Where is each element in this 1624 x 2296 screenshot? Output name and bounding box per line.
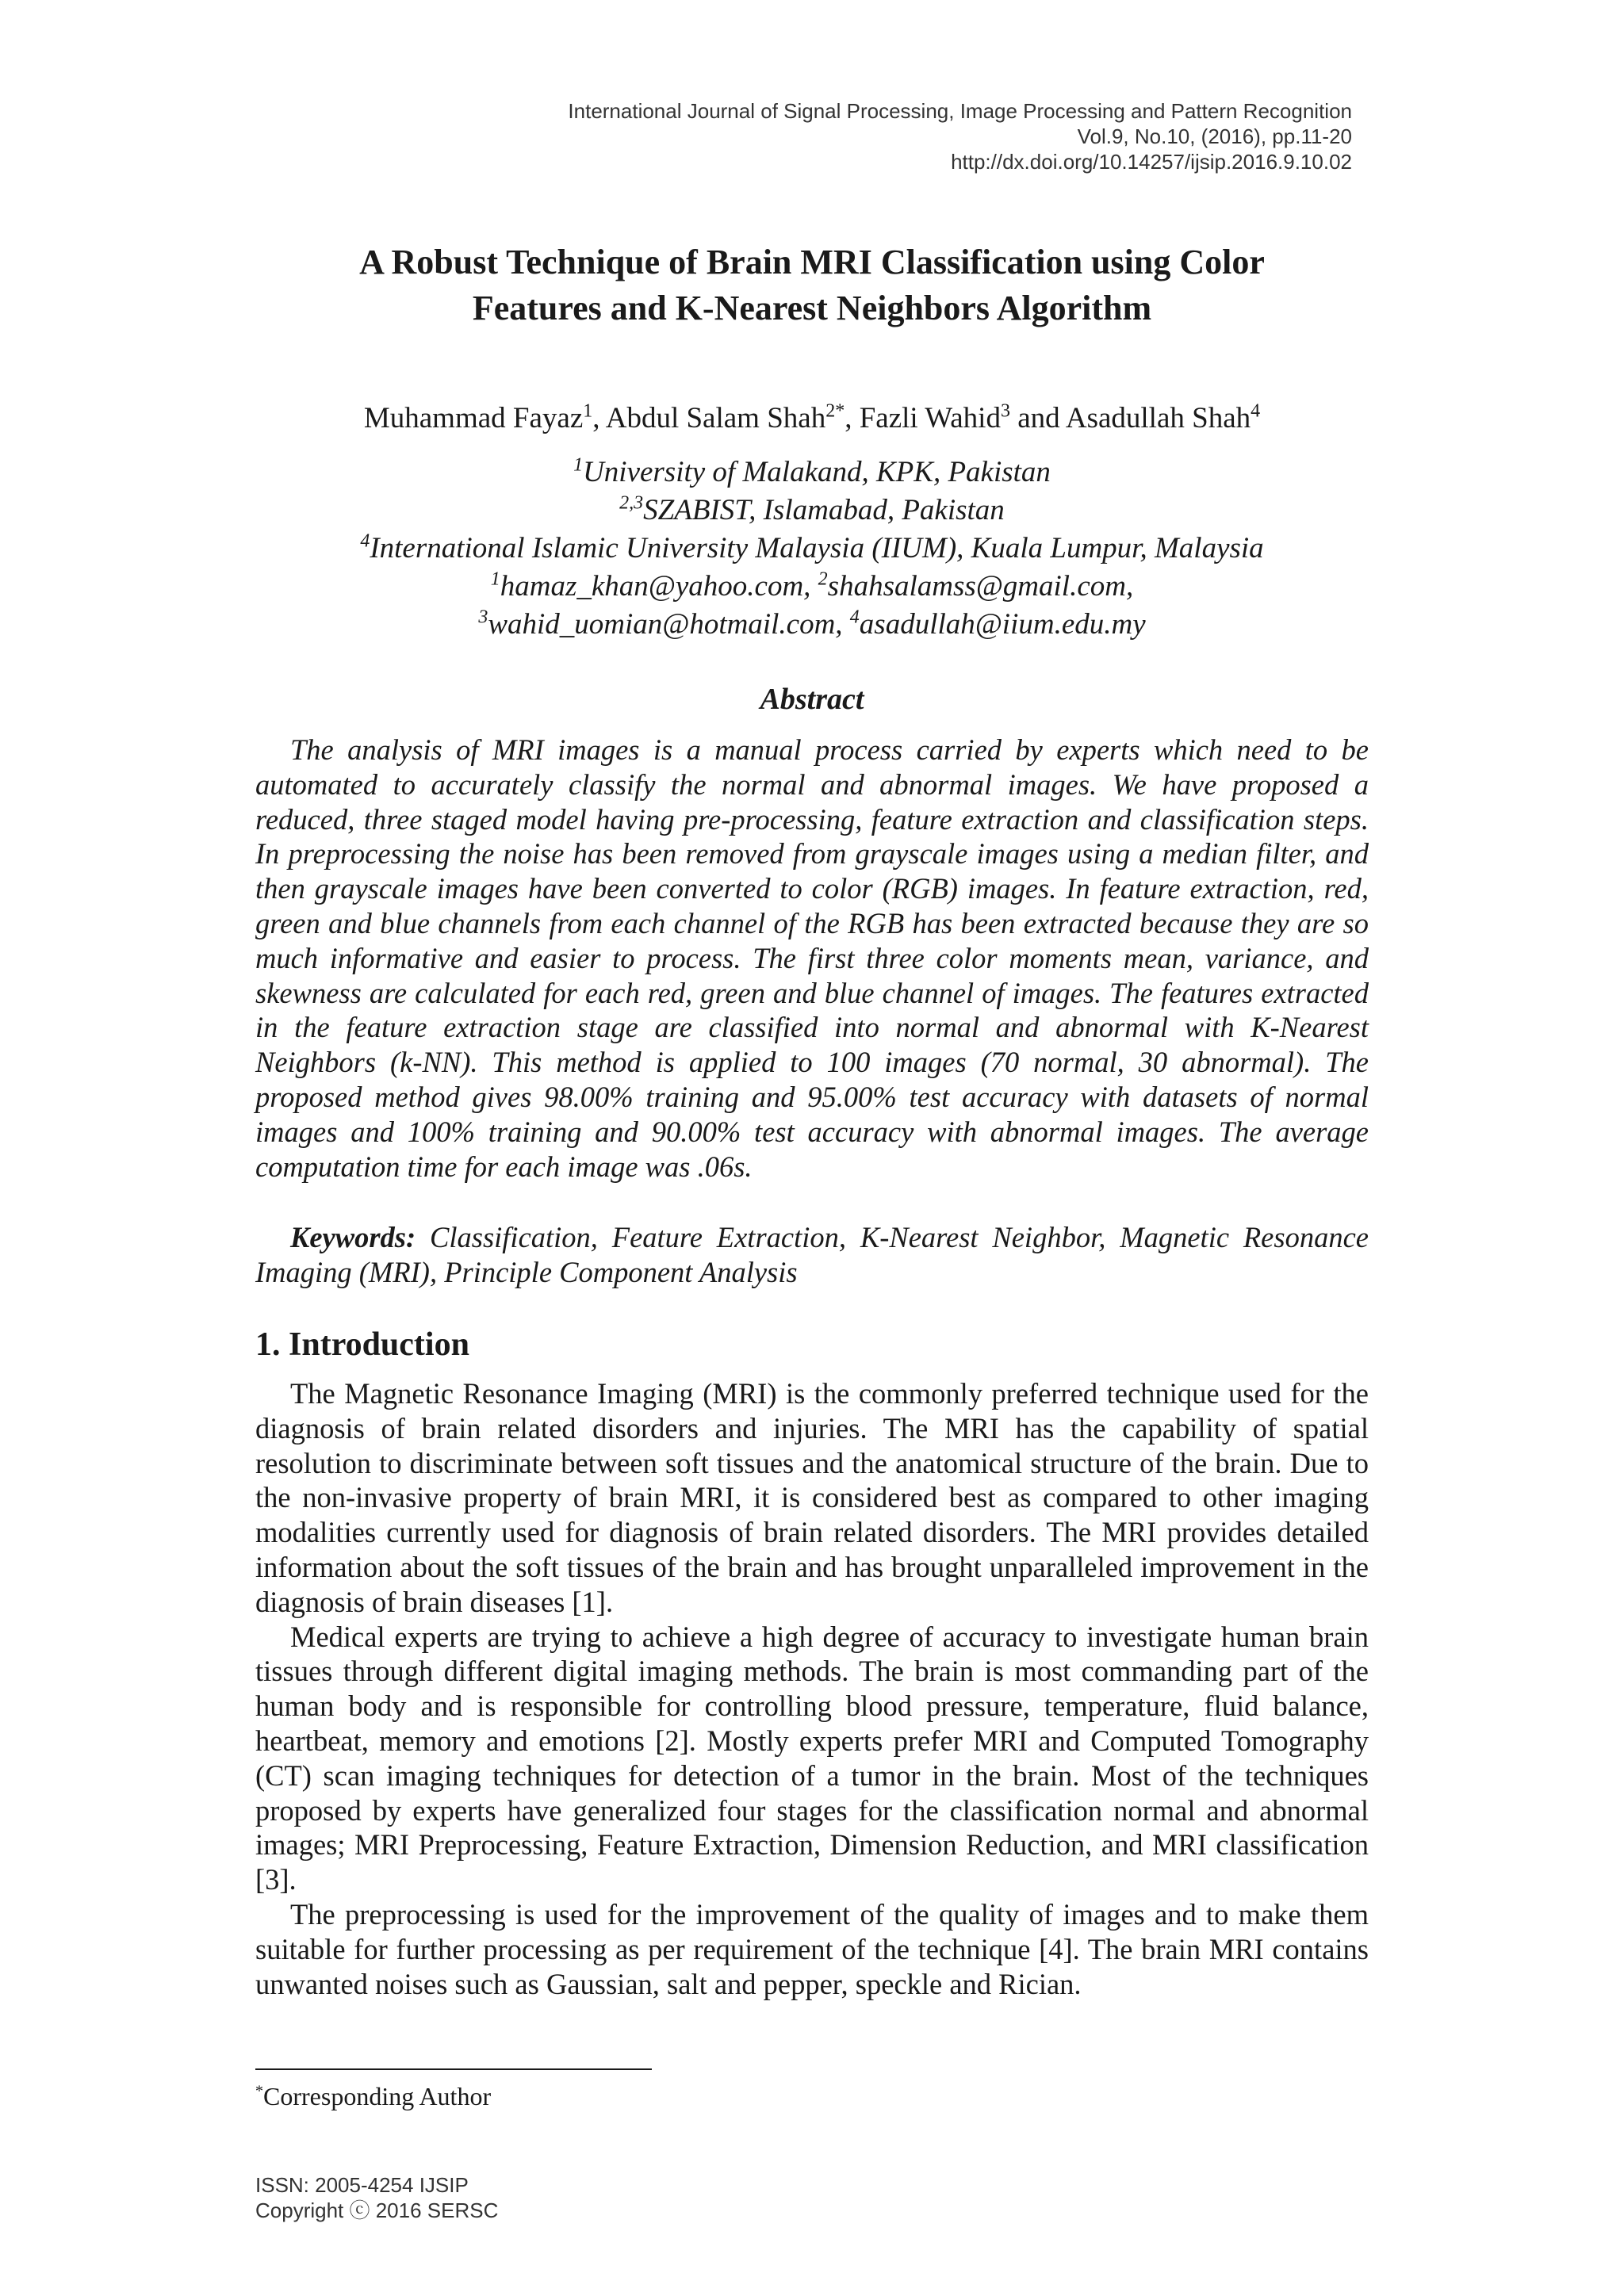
- affiliation-3: [0, 530, 1624, 568]
- section-heading-introduction: 1. Introduction: [255, 1326, 469, 1363]
- author-2-sup: 2*: [825, 400, 845, 422]
- author-1: Muhammad Fayaz: [363, 402, 584, 434]
- email-3-sup: 3: [478, 607, 488, 628]
- author-3-sup: 3: [1000, 400, 1010, 422]
- introduction-body: [255, 1376, 1369, 2001]
- volume-info: Vol.9, No.10, (2016), pp.11-20: [1077, 124, 1352, 148]
- keywords: [255, 1220, 1369, 1290]
- title-line-1: A Robust Technique of Brain MRI Classification using Color: [359, 243, 1265, 281]
- author-separator: ,: [845, 402, 860, 434]
- author-separator: ,: [592, 402, 606, 434]
- affiliation-2-text: SZABIST, Islamabad, Pakistan: [643, 494, 1005, 526]
- email-line-2: [0, 606, 1624, 644]
- author-list: [0, 400, 1624, 438]
- paragraph-3: The preprocessing is used for the improvement of the quality of images and to make them suitable for further processing as per requirement of the technique [4]. The brain MRI contains unwanted noises such as Gaussian, salt and pepper, speckle and Rician.: [255, 1897, 1369, 2000]
- affiliation-3-sup: 4: [360, 530, 370, 552]
- author-3: Fazli Wahid: [859, 402, 1001, 434]
- email-2-sup: 2: [818, 568, 828, 590]
- affiliation-1: [0, 453, 1624, 492]
- affiliation-2-sup: 2,3: [619, 492, 644, 514]
- author-2: Abdul Salam Shah: [605, 402, 826, 434]
- email-4[interactable]: asadullah@iium.edu.my: [859, 608, 1146, 641]
- author-4-sup: 4: [1251, 400, 1261, 422]
- affiliation-1-sup: 1: [573, 454, 584, 476]
- affiliations: [0, 453, 1624, 644]
- author-4: Asadullah Shah: [1065, 402, 1251, 434]
- keywords-text: Classification, Feature Extraction, K-Nearest Neighbor, Magnetic Resonance Imaging (MRI), Principle Component Analysis: [255, 1221, 1369, 1288]
- running-header: [568, 98, 1352, 174]
- issn: ISSN: 2005-4254 IJSIP: [255, 2173, 469, 2197]
- email-3[interactable]: wahid_uomian@hotmail.com,: [488, 608, 850, 641]
- abstract-text: The analysis of MRI images is a manual process carried by experts which need to be automated to accurately classify the normal and abnormal images. We have proposed a reduced, three staged model having pre-processing, feature extraction and classification steps. In preprocessing the noise has been removed from grayscale images using a median filter, and then grayscale images have been converted to color (RGB) images. In feature extraction, red, green and blue channels from each channel of the RGB has been extracted because they are so much informative and easier to process. The first three color moments mean, variance, and skewness are calculated for each red, green and blue channel of images. The features extracted in the feature extraction stage are classified into normal and abnormal with K-Nearest Neighbors (k-NN). This method is applied to 100 images (70 normal, 30 abnormal). The proposed method gives 98.00% training and 95.00% test accuracy with datasets of normal images and 100% training and 90.00% test accuracy with abnormal images. The average computation time for each image was .06s.: [255, 733, 1369, 1183]
- author-separator: and: [1009, 402, 1066, 434]
- journal-name: International Journal of Signal Processing, Image Processing and Pattern Recognition: [568, 99, 1352, 123]
- affiliation-3-text: International Islamic University Malaysia (IIUM), Kuala Lumpur, Malaysia: [370, 532, 1264, 564]
- footnote: [255, 2080, 491, 2112]
- page-footer: [255, 2172, 498, 2223]
- author-1-sup: 1: [583, 400, 593, 422]
- abstract-heading: Abstract: [760, 683, 864, 716]
- email-4-sup: 4: [849, 607, 860, 628]
- keywords-label: Keywords:: [290, 1221, 416, 1253]
- footnote-marker: *: [255, 2082, 263, 2100]
- paragraph-2: Medical experts are trying to achieve a high degree of accuracy to investigate human brain tissues through different digital imaging methods. The brain is most commanding part of the human body and is responsible for controlling blood pressure, temperature, fluid balance, heartbeat, memory and emotions [2]. Mostly experts prefer MRI and Computed Tomography (CT) scan imaging techniques for detection of a tumor in the brain. Most of the techniques proposed by experts have generalized four stages for the classification normal and abnormal images; MRI Preprocessing, Feature Extraction, Dimension Reduction, and MRI classification [3].: [255, 1620, 1369, 1896]
- email-2[interactable]: shahsalamss@gmail.com,: [827, 570, 1134, 603]
- email-1[interactable]: hamaz_khan@yahoo.com,: [500, 570, 818, 603]
- affiliation-1-text: University of Malakand, KPK, Pakistan: [583, 456, 1051, 488]
- email-line-1: [0, 568, 1624, 606]
- doi-link[interactable]: http://dx.doi.org/10.14257/ijsip.2016.9.10.02: [951, 150, 1352, 174]
- copyright: Copyright ⓒ 2016 SERSC: [255, 2198, 499, 2222]
- email-1-sup: 1: [490, 568, 500, 590]
- title-line-2: Features and K-Nearest Neighbors Algorithm: [472, 289, 1152, 327]
- footnote-divider: [255, 2068, 652, 2070]
- footnote-text: Corresponding Author: [263, 2082, 492, 2110]
- paper-title: [0, 239, 1624, 331]
- affiliation-2: [0, 492, 1624, 530]
- paragraph-1: The Magnetic Resonance Imaging (MRI) is the commonly preferred technique used for the diagnosis of brain related disorders and injuries. The MRI has the capability of spatial resolution to discriminate between soft tissues and the anatomical structure of the brain. Due to the non-invasive property of brain MRI, it is considered best as compared to other imaging modalities currently used for diagnosis of brain related disorders. The MRI provides detailed information about the soft tissues of the brain and has brought unparalleled improvement in the diagnosis of brain diseases [1].: [255, 1377, 1369, 1618]
